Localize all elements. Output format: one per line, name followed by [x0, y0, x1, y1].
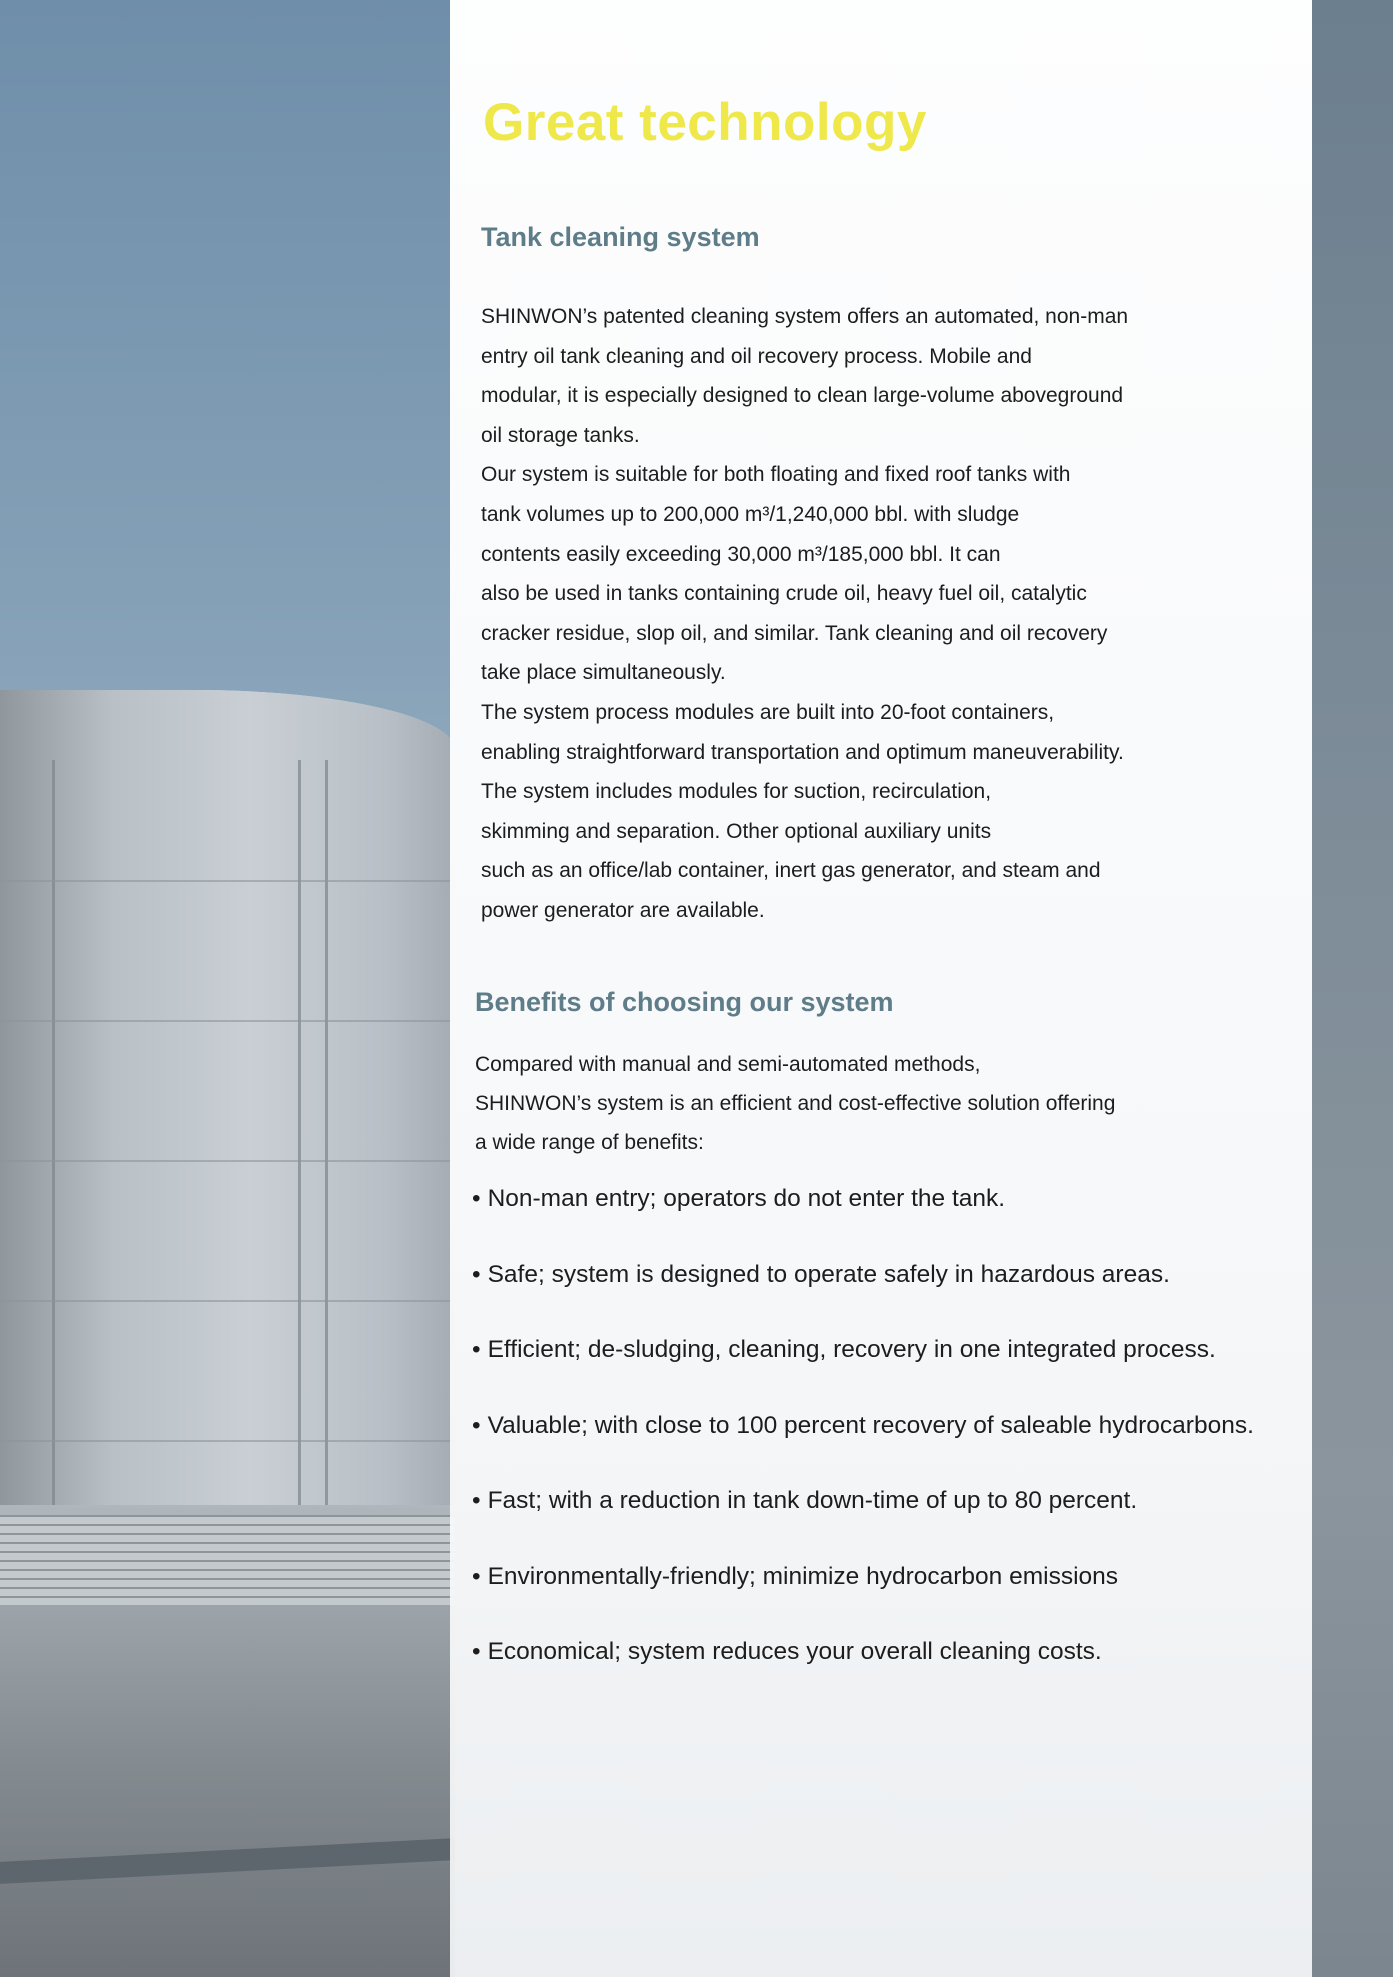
paragraph-line: take place simultaneously.	[481, 661, 726, 685]
paragraph-line: cracker residue, slop oil, and similar. Tank cleaning and oil recovery	[481, 621, 1108, 645]
tank-band	[0, 1440, 455, 1442]
headline: Great technology	[483, 93, 927, 152]
tank-band	[0, 1300, 455, 1302]
right-photo-strip	[1312, 0, 1393, 1977]
benefit-item: • Valuable; with close to 100 percent recovery of saleable hydrocarbons.	[472, 1412, 1254, 1488]
tank-rib	[298, 760, 301, 1520]
paragraph-line: skimming and separation. Other optional auxiliary units	[481, 819, 992, 843]
paragraph-line: power generator are available.	[481, 898, 765, 922]
benefit-item: • Fast; with a reduction in tank down-time of up to 80 percent.	[472, 1487, 1254, 1563]
benefit-item: • Efficient; de-sludging, cleaning, recovery in one integrated process.	[472, 1336, 1254, 1412]
paragraph-line: tank volumes up to 200,000 m³/1,240,000 bbl. with sludge	[481, 502, 1020, 526]
benefit-item: • Economical; system reduces your overall cleaning costs.	[472, 1638, 1254, 1714]
tank-rib	[52, 760, 55, 1520]
paragraph-line: The system process modules are built into 20-foot containers,	[481, 700, 1055, 724]
paragraph-line: entry oil tank cleaning and oil recovery process. Mobile and	[481, 344, 1032, 368]
paragraph-line: SHINWON’s patented cleaning system offers an automated, non-man	[481, 305, 1129, 328]
intro-line: SHINWON’s system is an efficient and cost-effective solution offering	[475, 1092, 1116, 1115]
tank-band	[0, 880, 455, 882]
benefit-item: • Environmentally-friendly; minimize hydrocarbon emissions	[472, 1563, 1254, 1639]
paragraph-line: such as an office/lab container, inert gas generator, and steam and	[481, 859, 1101, 883]
benefits-title: Benefits of choosing our system	[475, 987, 894, 1017]
paragraph-line: also be used in tanks containing crude oil, heavy fuel oil, catalytic	[481, 582, 1087, 606]
tank-cleaning-title: Tank cleaning system	[481, 222, 760, 252]
paragraph-line: modular, it is especially designed to clean large-volume aboveground	[481, 384, 1124, 408]
tank-railing	[0, 1515, 455, 1605]
intro-line: Compared with manual and semi-automated methods,	[475, 1053, 981, 1076]
benefit-list	[472, 1185, 1254, 1714]
paragraph-line: oil storage tanks.	[481, 423, 640, 447]
paragraph-line: enabling straightforward transportation and optimum maneuverability.	[481, 740, 1124, 764]
paragraph-line: contents easily exceeding 30,000 m³/185,000 bbl. It can	[481, 542, 1001, 566]
benefit-item: • Non-man entry; operators do not enter the tank.	[472, 1185, 1254, 1261]
tank-cleaning-description	[481, 297, 1281, 931]
paragraph-line: The system includes modules for suction, recirculation,	[481, 780, 992, 804]
tank-band	[0, 1160, 455, 1162]
benefits-intro	[475, 1045, 1275, 1162]
tank-band	[0, 1020, 455, 1022]
paragraph-line: Our system is suitable for both floating and fixed roof tanks with	[481, 463, 1071, 487]
tank-rib	[325, 760, 328, 1520]
benefit-item: • Safe; system is designed to operate safely in hazardous areas.	[472, 1261, 1254, 1337]
intro-line: a wide range of benefits:	[475, 1131, 704, 1154]
